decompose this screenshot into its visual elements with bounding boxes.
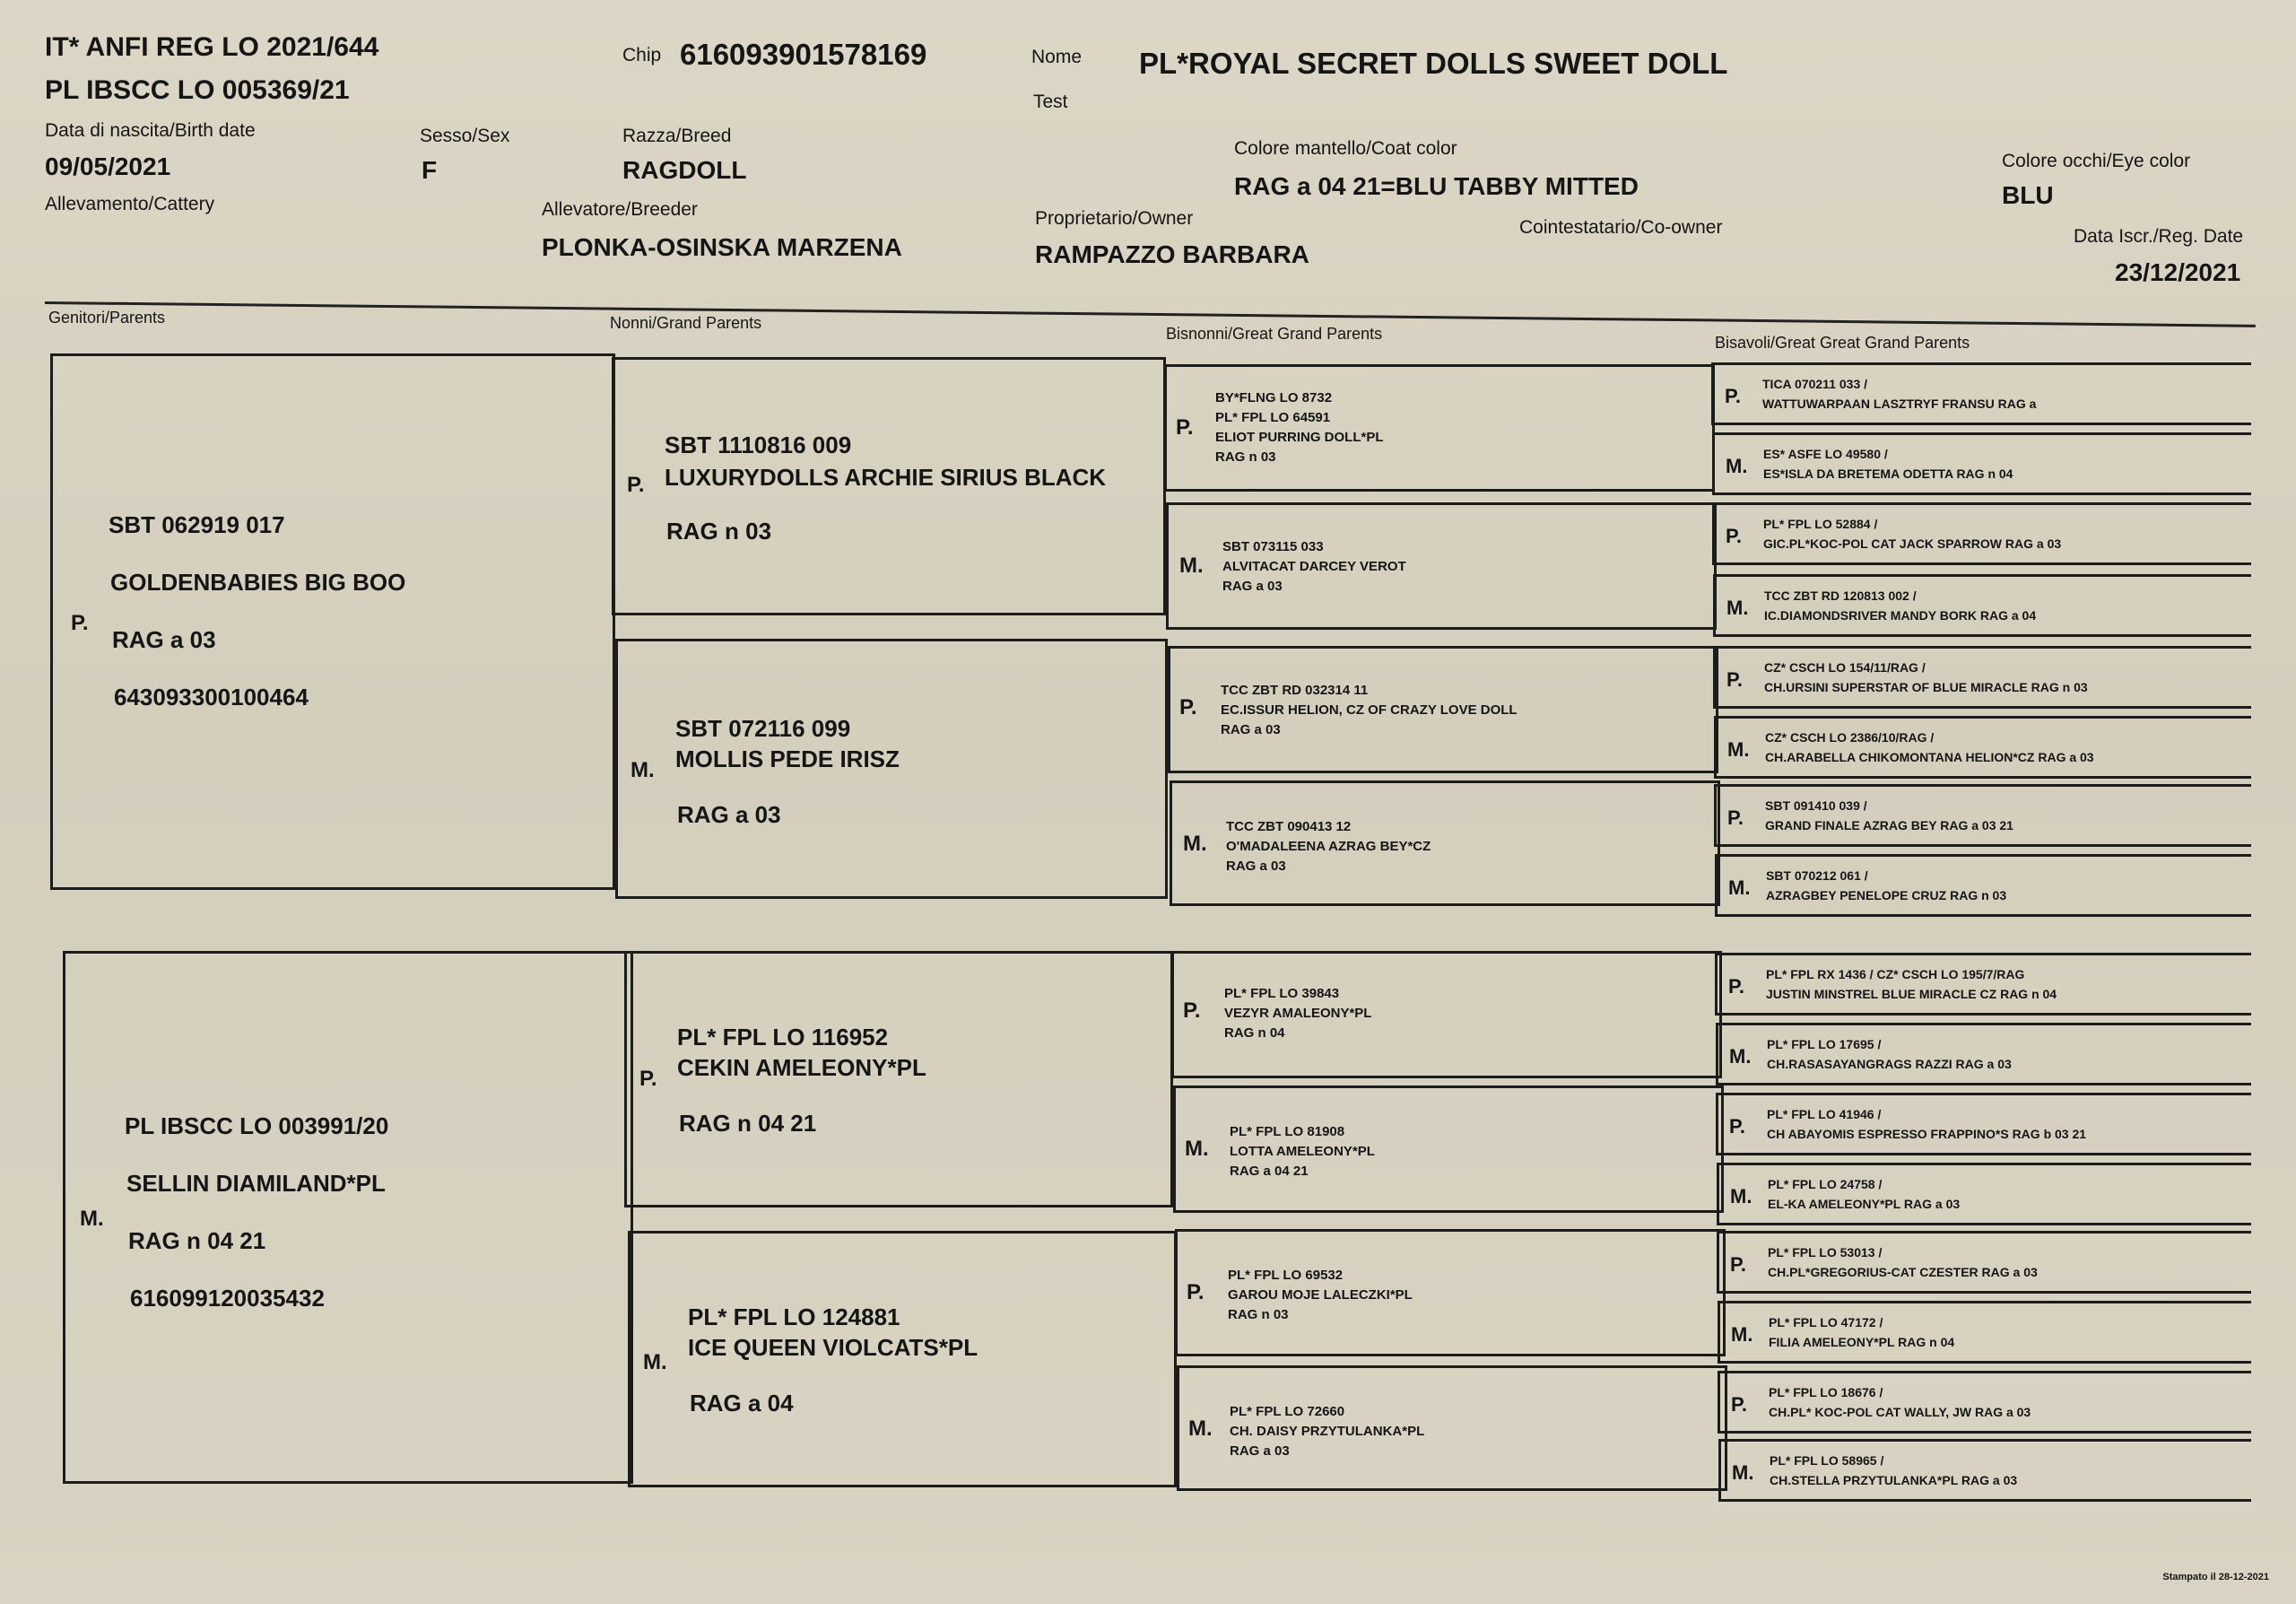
reg-date-value: 23/12/2021 bbox=[2115, 258, 2241, 286]
cat-name: PL*ROYAL SECRET DOLLS SWEET DOLL bbox=[1139, 47, 1728, 80]
gggp-box bbox=[1712, 502, 2251, 565]
position-label: P. bbox=[1725, 385, 1741, 407]
coat-color-value: RAG a 04 21=BLU TABBY MITTED bbox=[1234, 172, 1639, 200]
gggp-box bbox=[1713, 646, 2251, 709]
owner-value: RAMPAZZO BARBARA bbox=[1035, 240, 1309, 268]
gggp-box bbox=[1718, 1371, 2251, 1434]
gggp-text bbox=[1763, 444, 2013, 484]
gggp-text bbox=[1762, 374, 2036, 414]
ggp-line: O'MADALEENA AZRAG BEY*CZ bbox=[1226, 839, 1431, 854]
ggp-line: BY*FLNG LO 8732 bbox=[1215, 390, 1333, 405]
gggp-reg: PL* FPL LO 52884 / bbox=[1763, 517, 1878, 531]
ggp-lines bbox=[1226, 817, 1431, 876]
gggp-reg: TCC ZBT RD 120813 002 / bbox=[1764, 588, 1917, 603]
ggp-lines bbox=[1230, 1122, 1375, 1181]
sire-chip: 643093300100464 bbox=[114, 684, 309, 710]
breeder-label: Allevatore/Breeder bbox=[542, 199, 698, 220]
cattery-label: Allevamento/Cattery bbox=[45, 194, 215, 214]
chip-number: 616093901578169 bbox=[680, 38, 927, 71]
gggp-name: CH.ARABELLA CHIKOMONTANA HELION*CZ RAG a 03 bbox=[1765, 750, 2094, 764]
gggp-text bbox=[1768, 1174, 1960, 1214]
position-label: P. bbox=[1726, 525, 1742, 547]
gp-name: MOLLIS PEDE IRISZ bbox=[675, 745, 900, 772]
position-label: M. bbox=[1731, 1323, 1753, 1346]
position-label: P. bbox=[1728, 975, 1744, 998]
gp-color: RAG a 03 bbox=[677, 801, 781, 828]
gggp-name: JUSTIN MINSTREL BLUE MIRACLE CZ RAG n 04 bbox=[1766, 987, 2057, 1001]
ggp-line: PL* FPL LO 81908 bbox=[1230, 1124, 1345, 1139]
ggp-line: GAROU MOJE LALECZKI*PL bbox=[1228, 1287, 1413, 1303]
gggp-reg: PL* FPL LO 18676 / bbox=[1769, 1385, 1883, 1399]
ggp-lines bbox=[1230, 1402, 1424, 1461]
grandparent-box bbox=[628, 1231, 1177, 1487]
ggp-line: CH. DAISY PRZYTULANKA*PL bbox=[1230, 1424, 1425, 1439]
position-label: P. bbox=[1183, 998, 1201, 1023]
gggp-text bbox=[1769, 1312, 1954, 1352]
gggp-text bbox=[1764, 658, 2088, 697]
gggp-reg: PL* FPL LO 47172 / bbox=[1769, 1315, 1883, 1329]
gggp-text bbox=[1766, 866, 2006, 905]
gggp-text bbox=[1763, 514, 2061, 554]
position-label: M. bbox=[1730, 1185, 1752, 1207]
gggp-reg: PL* FPL LO 53013 / bbox=[1768, 1245, 1883, 1260]
ggp-line: ALVITACAT DARCEY VEROT bbox=[1222, 559, 1406, 574]
registration-number-1: IT* ANFI REG LO 2021/644 bbox=[45, 32, 379, 62]
position-label: M. bbox=[1185, 1137, 1209, 1161]
col-gggp-header: Bisavoli/Great Great Grand Parents bbox=[1715, 334, 1970, 352]
gggp-text bbox=[1766, 964, 2057, 1004]
ggp-line: RAG a 03 bbox=[1230, 1443, 1290, 1459]
gggp-text bbox=[1765, 728, 2094, 767]
gggp-name: WATTUWARPAAN LASZTRYF FRANSU RAG a bbox=[1762, 397, 2037, 411]
gggp-name: GIC.PL*KOC-POL CAT JACK SPARROW RAG a 03 bbox=[1763, 536, 2062, 551]
gggp-reg: PL* FPL RX 1436 / CZ* CSCH LO 195/7/RAG bbox=[1766, 967, 2025, 981]
position-label: M. bbox=[1732, 1461, 1754, 1484]
gggp-box bbox=[1716, 1093, 2251, 1155]
position-label: P. bbox=[1731, 1393, 1747, 1416]
sire-name: GOLDENBABIES BIG BOO bbox=[110, 569, 406, 596]
gggp-text bbox=[1768, 1242, 2038, 1282]
ggp-line: RAG n 03 bbox=[1228, 1307, 1289, 1322]
ggp-lines bbox=[1215, 388, 1384, 467]
position-label: M. bbox=[1726, 455, 1748, 477]
position-label: M. bbox=[1183, 832, 1207, 856]
ggp-box bbox=[1175, 1229, 1726, 1356]
position-label: P. bbox=[1727, 806, 1744, 829]
sire-color: RAG a 03 bbox=[112, 626, 216, 653]
gggp-reg: PL* FPL LO 41946 / bbox=[1767, 1107, 1882, 1121]
gp-color: RAG n 04 21 bbox=[679, 1110, 817, 1137]
coowner-label: Cointestatario/Co-owner bbox=[1519, 217, 1723, 238]
parent-sire-box bbox=[50, 353, 615, 890]
col-ggp-header: Bisnonni/Great Grand Parents bbox=[1166, 325, 1383, 343]
position-label: P. bbox=[1179, 695, 1197, 719]
registration-number-2: PL IBSCC LO 005369/21 bbox=[45, 75, 350, 105]
gp-reg: SBT 072116 099 bbox=[675, 715, 851, 742]
ggp-line: TCC ZBT 090413 12 bbox=[1226, 819, 1352, 834]
breed-value: RAGDOLL bbox=[622, 156, 747, 184]
position-label: P. bbox=[1187, 1280, 1205, 1304]
ggp-line: VEZYR AMALEONY*PL bbox=[1224, 1006, 1372, 1021]
gggp-text bbox=[1769, 1382, 2031, 1422]
gggp-text bbox=[1767, 1104, 2086, 1144]
gggp-box bbox=[1716, 1023, 2251, 1085]
birth-date-label: Data di nascita/Birth date bbox=[45, 120, 256, 141]
ggp-line: TCC ZBT RD 032314 11 bbox=[1221, 683, 1369, 698]
gggp-reg: TICA 070211 033 / bbox=[1762, 377, 1868, 391]
coat-color-label: Colore mantello/Coat color bbox=[1234, 138, 1457, 159]
sire-reg: SBT 062919 017 bbox=[109, 511, 285, 538]
ggp-line: PL* FPL LO 69532 bbox=[1228, 1268, 1344, 1283]
ggp-lines bbox=[1228, 1266, 1413, 1325]
gggp-box bbox=[1714, 784, 2251, 847]
gp-name: ICE QUEEN VIOLCATS*PL bbox=[688, 1334, 978, 1361]
dam-reg: PL IBSCC LO 003991/20 bbox=[125, 1112, 389, 1139]
gggp-text bbox=[1765, 796, 2013, 835]
position-label: P. bbox=[627, 473, 645, 497]
position-label: M. bbox=[643, 1350, 667, 1374]
gggp-text bbox=[1767, 1034, 2012, 1074]
ggp-box bbox=[1171, 951, 1722, 1078]
eye-color-value: BLU bbox=[2002, 181, 2054, 209]
gggp-name: FILIA AMELEONY*PL RAG n 04 bbox=[1769, 1335, 1955, 1349]
position-label: P. bbox=[71, 611, 89, 635]
ggp-box bbox=[1168, 646, 1718, 773]
gggp-box bbox=[1717, 1163, 2251, 1225]
position-label: P. bbox=[1726, 668, 1743, 691]
gggp-name: ES*ISLA DA BRETEMA ODETTA RAG n 04 bbox=[1763, 466, 2013, 481]
owner-label: Proprietario/Owner bbox=[1035, 208, 1194, 229]
gggp-reg: CZ* CSCH LO 154/11/RAG / bbox=[1764, 660, 1926, 675]
gggp-reg: PL* FPL LO 24758 / bbox=[1768, 1177, 1883, 1191]
ggp-line: RAG a 03 bbox=[1222, 579, 1283, 594]
gp-color: RAG n 03 bbox=[666, 518, 772, 545]
gggp-name: CH.STELLA PRZYTULANKA*PL RAG a 03 bbox=[1770, 1473, 2018, 1487]
gggp-box bbox=[1715, 953, 2251, 1016]
ggp-lines bbox=[1221, 681, 1518, 740]
gggp-name: EL-KA AMELEONY*PL RAG a 03 bbox=[1768, 1197, 1961, 1211]
ggp-box bbox=[1177, 1365, 1727, 1491]
gggp-box bbox=[1712, 432, 2251, 495]
gggp-name: CH.PL* KOC-POL CAT WALLY, JW RAG a 03 bbox=[1769, 1405, 2031, 1419]
ggp-line: RAG a 04 21 bbox=[1230, 1164, 1309, 1179]
position-label: P. bbox=[1176, 415, 1194, 440]
ggp-line: RAG n 03 bbox=[1215, 449, 1276, 465]
position-label: M. bbox=[1188, 1417, 1213, 1441]
gggp-name: CH ABAYOMIS ESPRESSO FRAPPINO*S RAG b 03 21 bbox=[1767, 1127, 2087, 1141]
gggp-text bbox=[1770, 1451, 2017, 1490]
ggp-line: LOTTA AMELEONY*PL bbox=[1230, 1144, 1375, 1159]
ggp-line: PL* FPL LO 39843 bbox=[1224, 986, 1340, 1001]
test-label: Test bbox=[1033, 92, 1068, 112]
gggp-box bbox=[1715, 854, 2251, 917]
gp-color: RAG a 04 bbox=[690, 1390, 794, 1417]
gggp-name: GRAND FINALE AZRAG BEY RAG a 03 21 bbox=[1765, 818, 2013, 833]
gggp-name: CH.RASASAYANGRAGS RAZZI RAG a 03 bbox=[1767, 1057, 2012, 1071]
position-label: M. bbox=[1726, 597, 1749, 619]
sex-label: Sesso/Sex bbox=[420, 126, 510, 146]
gggp-box bbox=[1717, 1231, 2251, 1294]
gp-reg: PL* FPL LO 116952 bbox=[677, 1024, 889, 1050]
gp-reg: PL* FPL LO 124881 bbox=[688, 1303, 900, 1330]
breed-label: Razza/Breed bbox=[622, 126, 732, 146]
position-label: P. bbox=[639, 1067, 657, 1091]
position-label: M. bbox=[1179, 554, 1204, 578]
gggp-reg: CZ* CSCH LO 2386/10/RAG / bbox=[1765, 730, 1935, 745]
gp-reg: SBT 1110816 009 bbox=[665, 432, 852, 458]
grandparent-box bbox=[615, 639, 1168, 899]
gggp-name: AZRAGBEY PENELOPE CRUZ RAG n 03 bbox=[1766, 888, 2007, 902]
name-label: Nome bbox=[1031, 47, 1083, 67]
dam-color: RAG n 04 21 bbox=[128, 1227, 266, 1254]
ggp-line: PL* FPL LO 72660 bbox=[1230, 1404, 1345, 1419]
gggp-text bbox=[1764, 586, 2036, 625]
gggp-box bbox=[1714, 716, 2251, 779]
col-parents-header: Genitori/Parents bbox=[48, 309, 166, 327]
reg-date-label: Data Iscr./Reg. Date bbox=[2074, 226, 2244, 247]
gggp-name: IC.DIAMONDSRIVER MANDY BORK RAG a 04 bbox=[1764, 608, 2037, 623]
gggp-box bbox=[1718, 1439, 2251, 1502]
ggp-line: PL* FPL LO 64591 bbox=[1215, 410, 1331, 425]
grandparent-box bbox=[612, 357, 1166, 615]
gggp-reg: PL* FPL LO 58965 / bbox=[1770, 1453, 1884, 1468]
sex-value: F bbox=[422, 156, 438, 184]
ggp-box bbox=[1170, 780, 1720, 906]
position-label: M. bbox=[1729, 1045, 1752, 1068]
printed-date: Stampato il 28-12-2021 bbox=[2162, 1572, 2269, 1582]
ggp-box bbox=[1166, 502, 1717, 630]
ggp-line: RAG n 04 bbox=[1224, 1025, 1285, 1041]
birth-date: 09/05/2021 bbox=[45, 153, 171, 180]
gggp-box bbox=[1711, 362, 2251, 425]
gggp-box bbox=[1713, 574, 2251, 637]
gggp-name: CH.PL*GREGORIUS-CAT CZESTER RAG a 03 bbox=[1768, 1265, 2038, 1279]
ggp-lines bbox=[1222, 537, 1406, 597]
position-label: M. bbox=[1727, 738, 1750, 761]
position-label: M. bbox=[80, 1207, 104, 1231]
ggp-line: RAG a 03 bbox=[1221, 722, 1281, 737]
dam-chip: 616099120035432 bbox=[130, 1285, 325, 1312]
eye-color-label: Colore occhi/Eye color bbox=[2002, 151, 2191, 171]
ggp-line: ELIOT PURRING DOLL*PL bbox=[1215, 430, 1384, 445]
ggp-line: SBT 073115 033 bbox=[1222, 539, 1324, 554]
position-label: M. bbox=[631, 758, 655, 782]
gp-name: CEKIN AMELEONY*PL bbox=[677, 1054, 926, 1081]
parent-dam-box bbox=[63, 951, 633, 1484]
grandparent-box bbox=[624, 951, 1173, 1207]
ggp-box bbox=[1164, 364, 1715, 492]
ggp-box bbox=[1173, 1085, 1724, 1213]
header-divider bbox=[45, 301, 2256, 327]
gggp-reg: ES* ASFE LO 49580 / bbox=[1763, 447, 1888, 461]
gggp-reg: SBT 091410 039 / bbox=[1765, 798, 1867, 813]
position-label: P. bbox=[1729, 1115, 1745, 1138]
gggp-reg: SBT 070212 061 / bbox=[1766, 868, 1868, 883]
chip-label: Chip bbox=[622, 45, 662, 65]
gp-name: LUXURYDOLLS ARCHIE SIRIUS BLACK bbox=[665, 464, 1107, 491]
ggp-lines bbox=[1224, 984, 1371, 1043]
gggp-name: CH.URSINI SUPERSTAR OF BLUE MIRACLE RAG n 03 bbox=[1764, 680, 2088, 694]
position-label: M. bbox=[1728, 876, 1751, 899]
dam-name: SELLIN DIAMILAND*PL bbox=[126, 1170, 386, 1197]
ggp-line: RAG a 03 bbox=[1226, 859, 1286, 874]
gggp-reg: PL* FPL LO 17695 / bbox=[1767, 1037, 1882, 1051]
ggp-line: EC.ISSUR HELION, CZ OF CRAZY LOVE DOLL bbox=[1221, 702, 1518, 718]
gggp-box bbox=[1718, 1301, 2251, 1364]
breeder-value: PLONKA-OSINSKA MARZENA bbox=[542, 233, 902, 261]
col-grandparents-header: Nonni/Grand Parents bbox=[610, 314, 762, 332]
position-label: P. bbox=[1730, 1253, 1746, 1276]
